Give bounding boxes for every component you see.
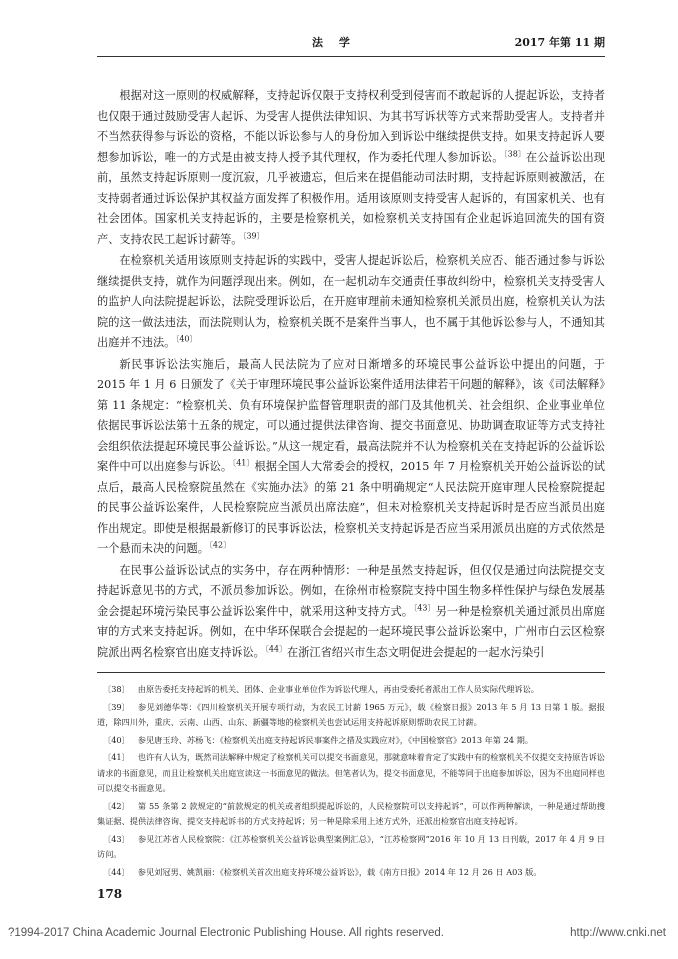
copyright-notice: ?1994-2017 China Academic Journal Electronic Publishing House. All rights reserved. bbox=[8, 927, 444, 939]
article-body bbox=[97, 86, 605, 664]
footnote-41: 〔41〕 也许有人认为，既然司法解释中规定了检察机关可以提交书面意见，那就意味着肯定了实践中有的检察机关不仅提交支持原告诉讼请求的书面意见，而且让检察机关出庭宣读这一书面意见的做法。但笔者认为，提交书面意见，不能等同于出庭参加诉讼，因为不出庭同样也可以提交书面意见。 bbox=[97, 752, 605, 793]
issue-label: 2017 年第 11 期 bbox=[514, 36, 605, 49]
cnki-link[interactable]: http://www.cnki.net bbox=[570, 927, 666, 939]
footnote-43: 〔43〕 参见江苏省人民检察院：《江苏检察机关公益诉讼典型案例汇总》，“江苏检察网”2016 年 10 月 13 日刊载，2017 年 4 月 9 日访问。 bbox=[97, 833, 605, 859]
page-number: 178 bbox=[97, 887, 123, 901]
footnote-42: 〔42〕 第 55 条第 2 款规定的“前款规定的机关或者组织提起诉讼的，人民检察院可以支持起诉”，可以作两种解读，一种是通过帮助搜集证据、提供法律咨询、提交支持起诉书的方式支持起诉；另一种是除采用上述方式外，还派出检察官出庭支持起诉。 bbox=[97, 800, 605, 826]
footnote-ref-38: 〔38〕 bbox=[503, 148, 527, 158]
footnote-ref-43: 〔43〕 bbox=[413, 602, 436, 612]
paragraph-4: 在民事公益诉讼试点的实务中，存在两种情形：一种是虽然支持起诉，但仅仅是通过向法院提交支持起诉意见书的方式，不派员参加诉讼。例如，在徐州市检察院支持中国生物多样性保护与绿色发展基金会提起环境污染民事公益诉讼案件中，就采用这种支持方式。$^{〔43〕}$另一种是检察机关通过派员出席庭审的方式来支持起诉。例如，在中华环保联合会提起的一起环境民事公益诉讼案中，广州市白云区检察院派出两名检察官出庭支持诉讼。$^{〔44〕}$在浙江省绍兴市生态文明促进会提起的一起水污染引 bbox=[97, 563, 605, 659]
footnote-44: 〔44〕 参见刘冠男、姚凯丽：《检察机关首次出庭支持环境公益诉讼》，载《南方日报》2014 年 12 月 26 日 A03 版。 bbox=[103, 866, 542, 877]
footnote-rule bbox=[97, 672, 605, 673]
footnote-ref-40: 〔40〕 bbox=[175, 334, 198, 344]
footnote-38: 〔38〕 由原告委托支持起诉的机关、团体、企业事业单位作为诉讼代理人，再由受委托者派出工作人员实际代理诉讼。 bbox=[103, 684, 539, 694]
footnote-ref-42: 〔42〕 bbox=[208, 540, 232, 550]
footnote-ref-39: 〔39〕 bbox=[242, 230, 265, 240]
copyright-bar bbox=[8, 925, 670, 941]
paragraph-1: 根据对这一原则的权威解释，支持起诉仅限于支持权利受到侵害而不敢起诉的人提起诉讼，支持者也仅限于通过鼓励受害人起诉、为受害人提供法律知识、为其书写诉状等方式来帮助受害人。支持者并不当然获得参与诉讼的资格，不能以诉讼参与人的身份加入到诉讼中继续提供支持。如果支持起诉人要想参加诉讼，唯一的方式是由被支持人授予其代理权，作为委托代理人参加诉讼。$^{〔38〕}$在公益诉讼出现前，虽然支持起诉原则一度沉寂，几乎被遗忘，但后来在提倡能动司法时期，支持起诉原则被激活，在支持弱者通过诉讼保护其权益方面发挥了积极作用。适用该原则支持受害人起诉的，有国家机关、也有社会团体。国家机关支持起诉的，主要是检察机关，如检察机关支持国有企业起诉追回流失的国有资产、支持农民工起诉讨薪等。$^{〔39〕}$ bbox=[97, 89, 605, 246]
footnote-ref-41: 〔41〕 bbox=[232, 458, 255, 468]
header-rule bbox=[97, 56, 605, 57]
journal-name: 法 学 bbox=[312, 36, 356, 49]
paragraph-3: 新民事诉讼法实施后，最高人民法院为了应对日渐增多的环境民事公益诉讼中提出的问题，于 2015 年 1 月 6 日颁发了《关于审理环境民事公益诉讼案件适用法律若干问题的解释》，该《司法解释》第 11 条规定：“检察机关、负有环境保护监督管理职责的部门及其他机关、社会组织、企业事业单位依据民事诉讼法第十五条的规定，可以通过提供法律咨询、提交书面意见、协助调查取证等方式支持社会组织依法提起环境民事公益诉讼。”从这一规定看，最高法院并不认为检察机关在支持起诉的公益诉讼案件中可以出庭参与诉讼。$^{〔41〕}$根据全国人大常委会的授权，2015 年 7 月检察机关开始公益诉讼的试点后，最高人民检察院虽然在《实施办法》的第 21 条中明确规定“人民法院开庭审理人民检察院提起的民事公益诉讼案件，人民检察院应当派员出席法庭”，但未对检察机关支持起诉时是否应当派员出庭作出规定。即使是根据最新修订的民事诉讼法，检察机关支持起诉是否应当采用派员出庭的方式依然是一个悬而未决的问题。$^{〔42〕}$ bbox=[97, 357, 605, 555]
footnote-40: 〔40〕 参见唐玉玲、苏杨飞：《检察机关出庭支持起诉民事案件之措及实践应对》，《中国检察官》2013 年第 24 期。 bbox=[103, 734, 533, 745]
paragraph-2: 在检察机关适用该原则支持起诉的实践中，受害人提起诉讼后，检察机关应否、能否通过参与诉讼继续提供支持，就作为问题浮现出来。例如，在一起机动车交通责任事故纠纷中，检察机关支持受害人的监护人向法院提起诉讼，法院受理诉讼后，在开庭审理前未通知检察机关派员出庭，检察机关认为法院的这一做法违法，而法院则认为，检察机关既不是案件当事人，也不属于其他诉讼参与人，不通知其出庭并不违法。$^{〔40〕}$ bbox=[97, 254, 605, 349]
footnote-ref-44: 〔44〕 bbox=[264, 643, 288, 653]
footnote-39: 〔39〕 参见刘德华等：《四川检察机关开展专项行动，为农民工讨薪 1965 万元》，载《检察日报》2013 年 5 月 13 日第 1 版。据报道，除四川外，重庆、云南、山西、山东、新疆等地的检察机关也尝试运用支持起诉原则帮助农民工讨薪。 bbox=[97, 701, 605, 727]
running-header bbox=[97, 34, 605, 52]
footnotes bbox=[97, 682, 605, 882]
